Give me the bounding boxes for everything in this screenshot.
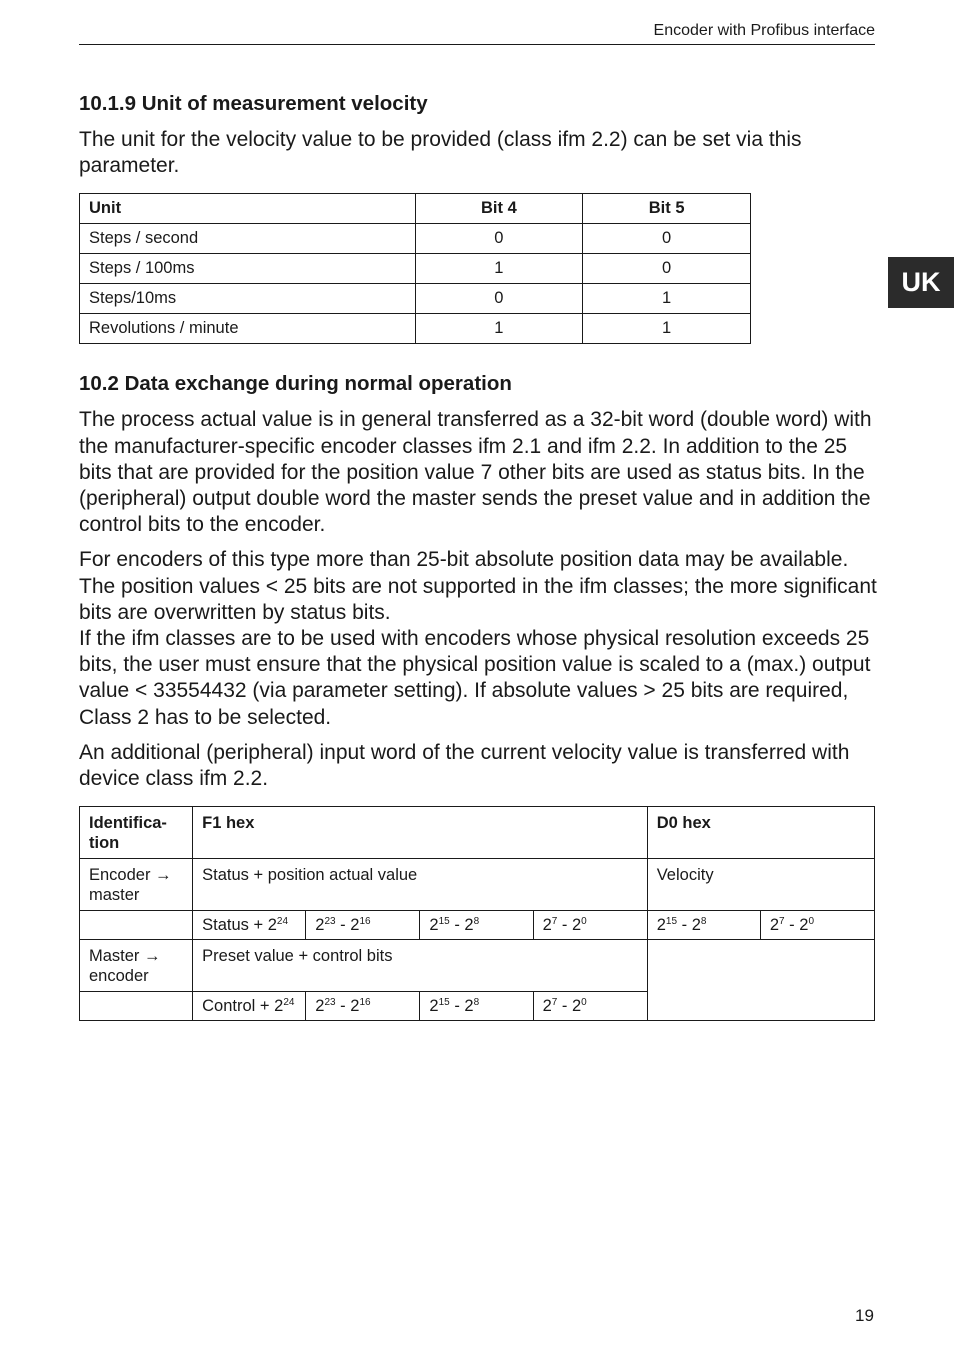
data-exchange-paragraph-1: The process actual value is in general transferred as a 32-bit word (double word) with the manufacturer-specific encoder classes ifm 2.1 and ifm 2.2. In addition to the 25 bits that are provided for the position value 7 other bits are used as status bits. In the (peripheral) output double word the master sends the preset value and in addition the control bits to the encoder.: [79, 408, 872, 537]
table-row: [80, 314, 751, 344]
bit-range-cell: $2^{23} - 2^{16}$: [306, 911, 420, 940]
table-row: [80, 911, 875, 940]
unit-cell: Steps / second: [80, 224, 416, 254]
language-tab-uk: UK: [888, 257, 954, 308]
column-header-d0-hex: D0 hex: [647, 807, 874, 859]
empty-cell: [80, 992, 193, 1021]
data-exchange-paragraph-3: An additional (peripheral) input word of the current velocity value is transferred with device class ifm 2.2.: [79, 740, 850, 791]
preset-control-cell: Preset value + control bits: [193, 940, 648, 992]
column-header-unit: Unit: [80, 194, 416, 224]
bit4-cell: 1: [415, 254, 583, 284]
bit5-cell: 1: [583, 314, 751, 344]
section-heading-velocity-unit: 10.1.9 Unit of measurement velocity: [79, 92, 428, 115]
table-header-row: [80, 807, 875, 859]
column-header-bit5: Bit 5: [583, 194, 751, 224]
table-row: [80, 859, 875, 911]
unit-cell: Revolutions / minute: [80, 314, 416, 344]
bit-range-cell: $2^{15} - 2^8$: [647, 911, 760, 940]
empty-cell: [647, 940, 874, 1021]
data-exchange-table: [79, 806, 875, 1021]
page-header: Encoder with Profibus interface: [79, 22, 875, 45]
direction-master-to-encoder: Master → encoder: [80, 940, 193, 992]
unit-cell: Steps/10ms: [80, 284, 416, 314]
bit5-cell: 0: [583, 224, 751, 254]
status-position-cell: Status + position actual value: [193, 859, 648, 911]
table-row: [80, 284, 751, 314]
data-exchange-paragraph-2b: If the ifm classes are to be used with encoders whose physical resolution exceeds 25 bits, the user must ensure that the physical position value is scaled to a (max.) output value < 33554432 (via parameter setting). If absolute values > 25 bits are required, Class 2 has to be selected.: [79, 627, 871, 729]
velocity-unit-intro: The unit for the velocity value to be provided (class ifm 2.2) can be set via this parameter.: [79, 128, 802, 178]
table-row: [80, 224, 751, 254]
bit5-cell: 0: [583, 254, 751, 284]
bit-range-cell: $2^7 - 2^0$: [533, 911, 647, 940]
column-header-identification: Identifica-tion: [80, 807, 193, 859]
bit-range-cell: $2^{15} - 2^8$: [420, 911, 533, 940]
page-number: 19: [855, 1306, 874, 1325]
column-header-bit4: Bit 4: [415, 194, 583, 224]
control-bit-range-cell: Control + $2^{24}$: [193, 992, 306, 1021]
bit5-cell: 1: [583, 284, 751, 314]
unit-cell: Steps / 100ms: [80, 254, 416, 284]
section-heading-data-exchange: 10.2 Data exchange during normal operation: [79, 372, 512, 396]
main-content: [79, 90, 879, 1021]
bit-range-cell: $2^{15} - 2^8$: [420, 992, 533, 1021]
direction-encoder-to-master: Encoder → master: [80, 859, 193, 911]
table-header-row: [80, 194, 751, 224]
velocity-unit-table: [79, 193, 751, 344]
bit-range-cell: $2^7 - 2^0$: [760, 911, 874, 940]
bit-range-cell: $2^{23} - 2^{16}$: [306, 992, 420, 1021]
data-exchange-paragraph-2a: For encoders of this type more than 25-bit absolute position data may be available. The position values < 25 bits are not supported in the ifm classes; the more significant bits are overwritten by status bits.: [79, 548, 877, 624]
bit-range-cell: $2^7 - 2^0$: [533, 992, 647, 1021]
bit4-cell: 0: [415, 224, 583, 254]
table-row: [80, 940, 875, 992]
status-bit-range-cell: Status + $2^{24}$: [193, 911, 306, 940]
table-row: [80, 254, 751, 284]
velocity-cell: Velocity: [647, 859, 874, 911]
bit4-cell: 1: [415, 314, 583, 344]
empty-cell: [80, 911, 193, 940]
column-header-f1-hex: F1 hex: [193, 807, 648, 859]
bit4-cell: 0: [415, 284, 583, 314]
